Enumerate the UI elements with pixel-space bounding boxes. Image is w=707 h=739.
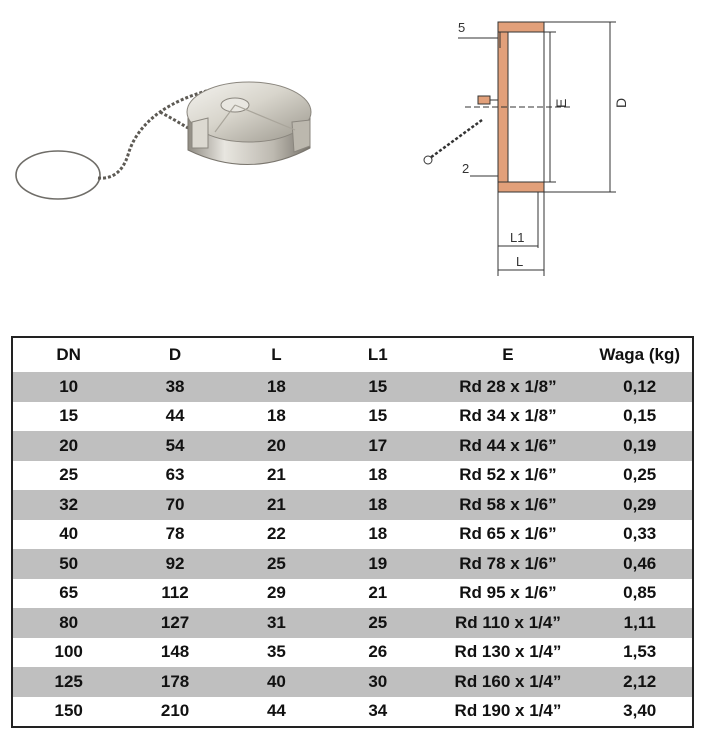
cell-l: 29 (226, 579, 327, 609)
header-dn: DN (56, 345, 81, 364)
cell-weight: 0,25 (587, 461, 693, 491)
header-l: L (271, 345, 282, 364)
cell-e: Rd 190 x 1/4” (428, 697, 587, 728)
cell-e: Rd 95 x 1/6” (428, 579, 587, 609)
cell-e: Rd 78 x 1/6” (428, 549, 587, 579)
cell-weight: 0,29 (587, 490, 693, 520)
cell-weight: 0,19 (587, 431, 693, 461)
cell-l: 20 (226, 431, 327, 461)
cell-l: 44 (226, 697, 327, 728)
cell-e: Rd 58 x 1/6” (428, 490, 587, 520)
cell-l1: 18 (327, 490, 428, 520)
cell-dn: 100 (12, 638, 124, 668)
table-row (12, 461, 693, 491)
cell-dn: 15 (12, 402, 124, 432)
table-row (12, 667, 693, 697)
cell-e: Rd 65 x 1/6” (428, 520, 587, 550)
header-e: E (502, 345, 514, 364)
cell-l1: 21 (327, 579, 428, 609)
product-photo (10, 60, 340, 220)
cell-e: Rd 28 x 1/8” (428, 372, 587, 402)
spec-table (11, 336, 694, 728)
cell-d: 78 (124, 520, 225, 550)
cell-dn: 150 (12, 697, 124, 728)
table-row (12, 549, 693, 579)
cell-e: Rd 130 x 1/4” (428, 638, 587, 668)
cell-d: 38 (124, 372, 225, 402)
cell-weight: 1,11 (587, 608, 693, 638)
cell-dn: 65 (12, 579, 124, 609)
cell-weight: 3,40 (587, 697, 693, 728)
cell-d: 70 (124, 490, 225, 520)
cell-l: 25 (226, 549, 327, 579)
cell-l1: 25 (327, 608, 428, 638)
cell-weight: 0,12 (587, 372, 693, 402)
cell-e: Rd 34 x 1/8” (428, 402, 587, 432)
cell-d: 112 (124, 579, 225, 609)
cell-weight: 2,12 (587, 667, 693, 697)
cell-weight: 0,85 (587, 579, 693, 609)
header-l1: L1 (367, 345, 388, 364)
cell-e: Rd 160 x 1/4” (428, 667, 587, 697)
cell-l: 21 (226, 461, 327, 491)
cell-d: 178 (124, 667, 225, 697)
table-row (12, 608, 693, 638)
table-row (12, 638, 693, 668)
cell-l1: 19 (327, 549, 428, 579)
cell-d: 127 (124, 608, 225, 638)
cell-weight: 0,33 (587, 520, 693, 550)
table-header-row (12, 337, 693, 372)
cell-e: Rd 110 x 1/4” (428, 608, 587, 638)
dim-label-l: L (516, 254, 524, 269)
header-d: D (168, 345, 182, 364)
cell-dn: 20 (12, 431, 124, 461)
cell-l1: 34 (327, 697, 428, 728)
cell-l: 35 (226, 638, 327, 668)
cell-l: 18 (226, 372, 327, 402)
dim-label-l1: L1 (510, 230, 525, 245)
cell-dn: 32 (12, 490, 124, 520)
header-weight: Waga (kg) (599, 345, 681, 364)
cell-weight: 1,53 (587, 638, 693, 668)
table-row (12, 402, 693, 432)
cell-dn: 40 (12, 520, 124, 550)
cell-l: 18 (226, 402, 327, 432)
cell-d: 54 (124, 431, 225, 461)
cell-d: 44 (124, 402, 225, 432)
cell-dn: 25 (12, 461, 124, 491)
dim-label-d: D (613, 97, 629, 108)
cell-l1: 15 (327, 402, 428, 432)
cell-dn: 50 (12, 549, 124, 579)
dim-label-5: 5 (458, 20, 466, 35)
cell-d: 63 (124, 461, 225, 491)
table-row (12, 431, 693, 461)
technical-drawing (410, 8, 630, 283)
wire-ring (16, 151, 100, 199)
table-row (12, 490, 693, 520)
cell-l1: 15 (327, 372, 428, 402)
dim-label-e: E (553, 98, 569, 108)
cell-weight: 0,15 (587, 402, 693, 432)
cell-l: 40 (226, 667, 327, 697)
cell-e: Rd 44 x 1/6” (428, 431, 587, 461)
cell-l: 21 (226, 490, 327, 520)
table-row (12, 579, 693, 609)
cell-e: Rd 52 x 1/6” (428, 461, 587, 491)
dim-label-2: 2 (462, 161, 470, 176)
cell-dn: 80 (12, 608, 124, 638)
cell-weight: 0,46 (587, 549, 693, 579)
cell-dn: 125 (12, 667, 124, 697)
table-row (12, 372, 693, 402)
cell-d: 92 (124, 549, 225, 579)
cell-d: 210 (124, 697, 225, 728)
cell-l: 22 (226, 520, 327, 550)
cell-l1: 26 (327, 638, 428, 668)
cell-l1: 18 (327, 461, 428, 491)
table-row (12, 697, 693, 728)
cell-d: 148 (124, 638, 225, 668)
cell-l1: 17 (327, 431, 428, 461)
table-row (12, 520, 693, 550)
cell-l1: 30 (327, 667, 428, 697)
cell-l1: 18 (327, 520, 428, 550)
cell-dn: 10 (12, 372, 124, 402)
cell-l: 31 (226, 608, 327, 638)
